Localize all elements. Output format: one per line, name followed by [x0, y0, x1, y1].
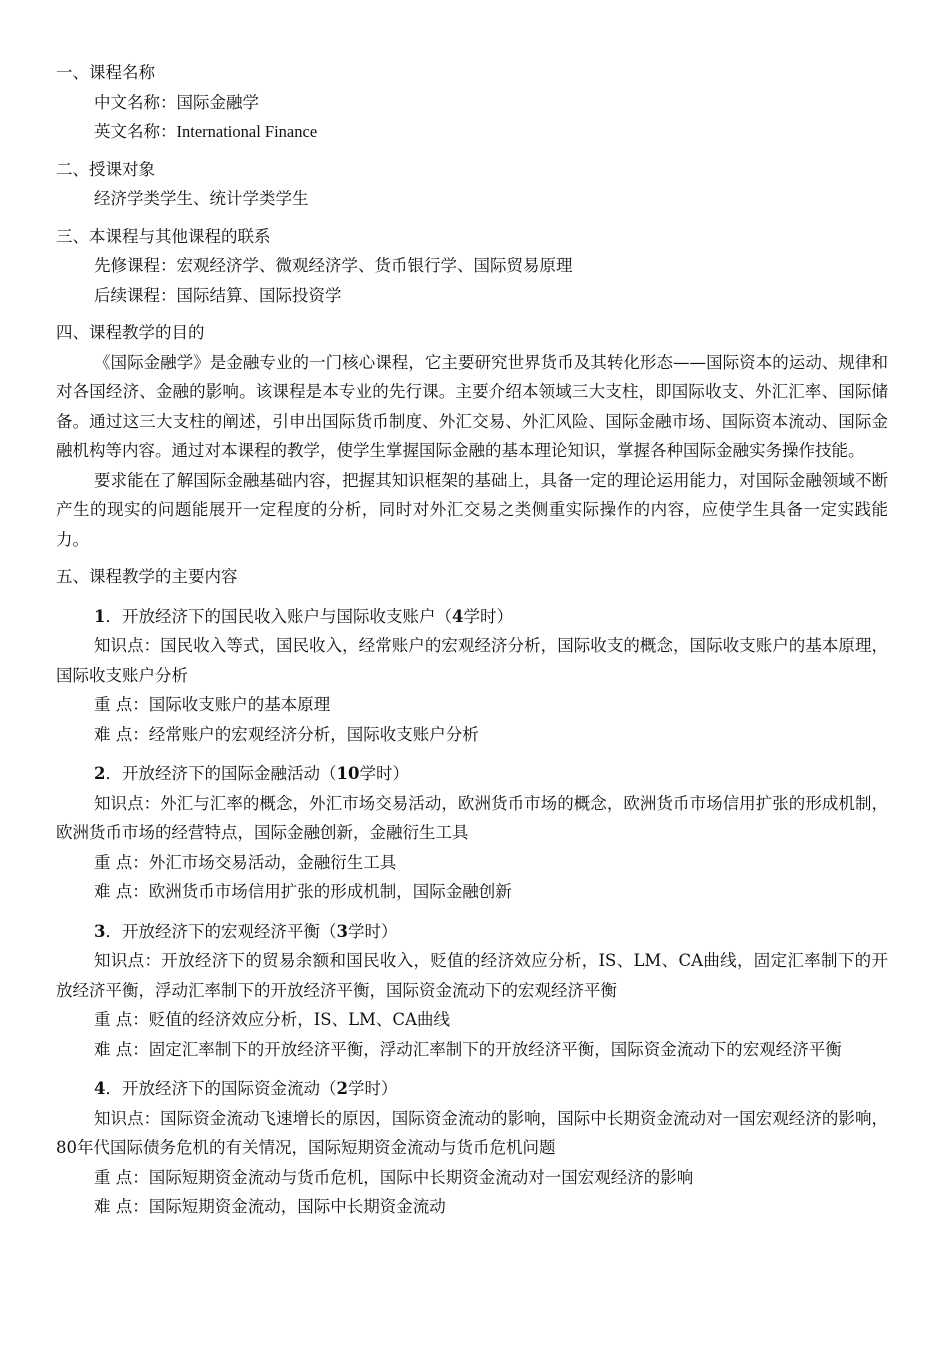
section-heading-audience: 二、授课对象: [56, 159, 155, 179]
unit-heading: [56, 602, 888, 632]
unit-title: ．开放经济下的国际资金流动（: [105, 1079, 337, 1098]
unit-hours: 2: [336, 1079, 348, 1098]
unit-knowledge-points: 知识点：国际资金流动飞速增长的原因，国际资金流动的影响，国际中长期资金流动对一国宏观经济的影响，80年代国际债务危机的有关情况，国际短期资金流动与货币危机问题: [56, 1108, 888, 1157]
unit-key-points: 重 点：国际收支账户的基本原理: [94, 695, 331, 714]
unit-key-points: 重 点：贬值的经济效应分析，IS、LM、CA曲线: [94, 1010, 450, 1029]
unit-knowledge-points: 知识点：国民收入等式，国民收入，经常账户的宏观经济分析，国际收支的概念，国际收支账户的基本原理，国际收支账户分析: [56, 636, 888, 685]
unit-number: 3: [94, 921, 106, 941]
unit-knowledge-points: 知识点：外汇与汇率的概念，外汇市场交易活动，欧洲货币市场的概念，欧洲货币市场信用扩张的形成机制，欧洲货币市场的经营特点，国际金融创新，金融衍生工具: [56, 793, 888, 842]
unit-knowledge-points: 知识点：开放经济下的贸易余额和国民收入，贬值的经济效应分析，IS、LM、CA曲线，固定汇率制下的开放经济平衡，浮动汇率制下的开放经济平衡，国际资金流动下的宏观经济平衡: [56, 951, 888, 1000]
section-heading-objectives: 四、课程教学的目的: [56, 323, 205, 342]
english-name-label: 英文名称：: [94, 122, 177, 141]
unit-title: ．开放经济下的国际金融活动（: [105, 764, 337, 783]
unit-hours-suffix: 学时）: [463, 606, 513, 626]
unit-hours-suffix: 学时）: [347, 1079, 398, 1098]
unit-hours-suffix: 学时）: [359, 764, 409, 783]
unit-hours: 4: [451, 606, 464, 626]
audience-text: 经济学类学生、统计学类学生: [94, 189, 309, 208]
english-name-line: [56, 117, 888, 147]
objectives-paragraph-1: 《国际金融学》是金融专业的一门核心课程，它主要研究世界货币及其转化形态——国际资本的运动、规律和对各国经济、金融的影响。该课程是本专业的先行课。主要介绍本领域三大支柱，即国际收支、外汇汇率、国际储备。通过这三大支柱的阐述，引申出国际货币制度、外汇交易、外汇风险、国际金融市场、国际资本流动、国际金融机构等内容。通过对本课程的教学，使学生掌握国际金融的基本理论知识，掌握各种国际金融实务操作技能。: [56, 352, 888, 460]
unit-hours: 3: [336, 921, 348, 941]
unit-number: 2: [94, 764, 106, 783]
unit-difficult-points: 难 点：欧洲货币市场信用扩张的形成机制，国际金融创新: [94, 882, 512, 901]
unit-number: 4: [94, 1079, 106, 1098]
document-page: [56, 58, 888, 1222]
unit-difficult-points: 难 点：固定汇率制下的开放经济平衡，浮动汇率制下的开放经济平衡，国际资金流动下的宏观经济平衡: [94, 1039, 842, 1059]
unit-title: ．开放经济下的国民收入账户与国际收支账户（: [105, 606, 452, 626]
unit-difficult-points: 难 点：国际短期资金流动，国际中长期资金流动: [94, 1197, 446, 1216]
unit-difficult-points: 难 点：经常账户的宏观经济分析，国际收支账户分析: [94, 724, 479, 744]
prerequisite-courses: 先修课程：宏观经济学、微观经济学、货币银行学、国际贸易原理: [94, 256, 573, 275]
unit-heading: [56, 759, 888, 789]
section-heading-course-name: 一、课程名称: [56, 63, 155, 82]
section-heading-related-courses: 三、本课程与其他课程的联系: [56, 226, 271, 246]
chinese-name: 中文名称：国际金融学: [94, 92, 259, 112]
section-heading-main-content: 五、课程教学的主要内容: [56, 567, 238, 586]
unit-title: ．开放经济下的宏观经济平衡（: [105, 921, 337, 941]
unit-heading: [56, 917, 888, 947]
unit-hours: 10: [336, 764, 360, 783]
english-name: International Finance: [176, 122, 318, 141]
follow-up-courses: 后续课程：国际结算、国际投资学: [94, 285, 342, 305]
unit-key-points: 重 点：国际短期资金流动与货币危机，国际中长期资金流动对一国宏观经济的影响: [94, 1167, 694, 1187]
unit-key-points: 重 点：外汇市场交易活动，金融衍生工具: [94, 852, 397, 872]
unit-hours-suffix: 学时）: [347, 921, 398, 941]
objectives-paragraph-2: 要求能在了解国际金融基础内容，把握其知识框架的基础上，具备一定的理论运用能力，对国际金融领域不断产生的现实的问题能展开一定程度的分析，同时对外汇交易之类侧重实际操作的内容，应使学生具备一定实践能力。: [56, 470, 888, 549]
unit-number: 1: [94, 606, 106, 626]
unit-heading: [56, 1074, 888, 1104]
